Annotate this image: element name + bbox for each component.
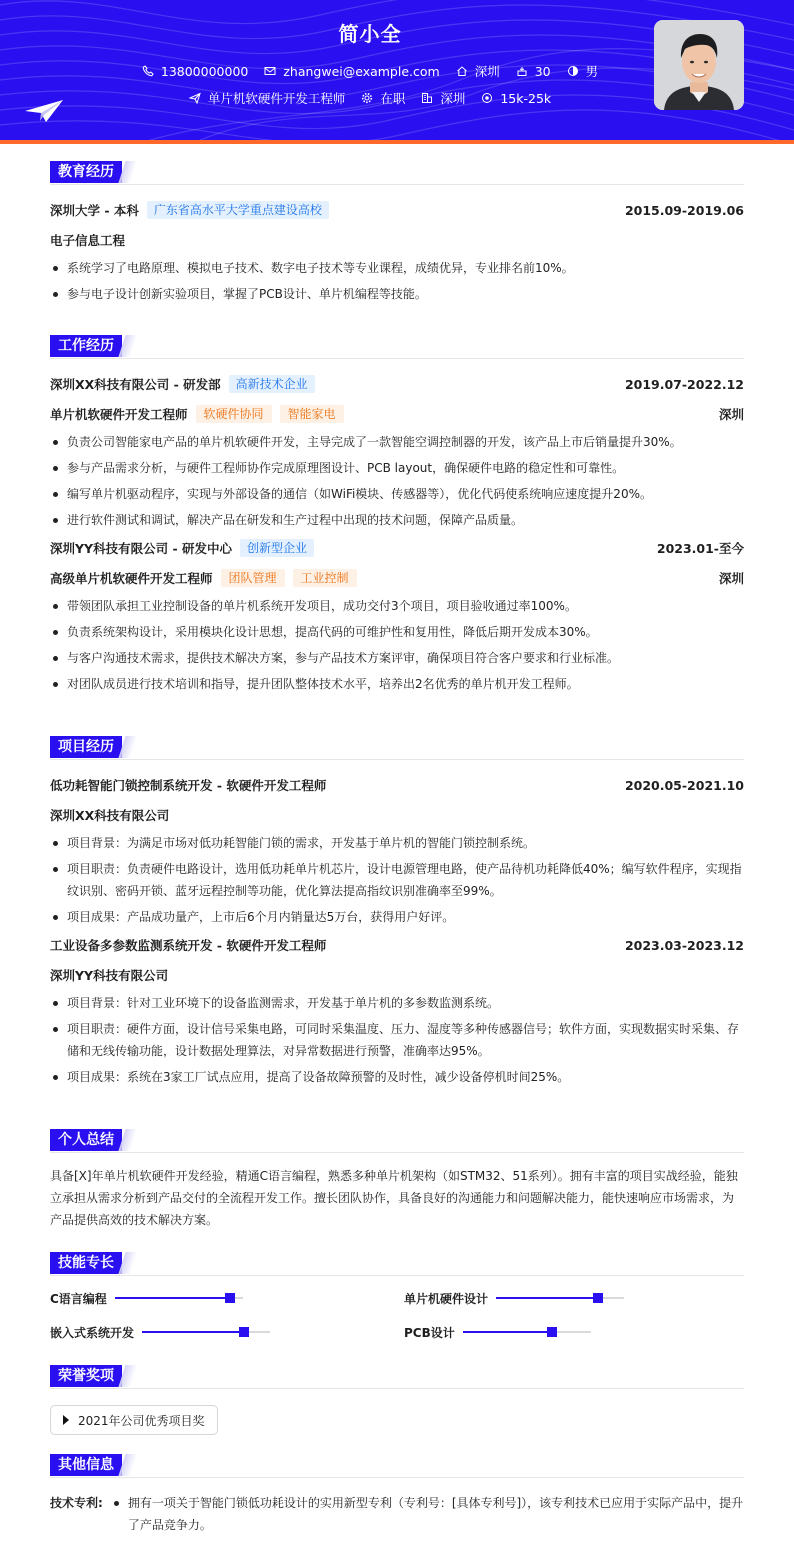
skill-name: 单片机硬件设计	[404, 1291, 489, 1306]
list-item: 项目职责：负责硬件电路设计，选用低功耗单片机芯片，设计电源管理电路，使产品待机功耗降低40%；编写软件程序，实现指纹识别、密码开锁、蓝牙远程控制等功能，优化算法提高指纹识别准确率至99%。	[50, 858, 744, 902]
company-name: 深圳YY科技有限公司 - 研发中心	[50, 541, 232, 556]
role-title: 单片机软硬件开发工程师	[50, 407, 188, 422]
skill-bar-knob	[593, 1293, 603, 1303]
company-tag: 高新技术企业	[229, 375, 315, 393]
job-period: 2023.01-至今	[656, 541, 744, 556]
settings-icon	[361, 92, 373, 104]
location-text: 深圳	[474, 64, 500, 79]
list-item: 项目职责：硬件方面，设计信号采集电路，可同时采集温度、压力、湿度等多种传感器信号；软件方面，实现数据实时采集、存储和无线传输功能，设计数据处理算法，对异常数据进行预警，准确率达95%。	[50, 1018, 744, 1062]
job-city: 深圳	[718, 407, 744, 422]
job-bullets	[50, 431, 744, 531]
skills-section	[50, 1252, 744, 1356]
project-name: 低功耗智能门锁控制系统开发 - 软硬件开发工程师	[50, 778, 327, 793]
list-item: 与客户沟通技术需求，提供技术解决方案，参与产品技术方案评审，确保项目符合客户要求和行业标准。	[50, 647, 744, 669]
list-item: 项目成果：系统在3家工厂试点应用，提高了设备故障预警的及时性，减少设备停机时间25%。	[50, 1066, 744, 1088]
job-period: 2019.07-2022.12	[624, 376, 744, 392]
school-tag: 广东省高水平大学重点建设高校	[147, 201, 329, 219]
skill-bar-knob	[547, 1327, 557, 1337]
project-company: 深圳YY科技有限公司	[50, 968, 169, 983]
salary-info	[481, 91, 551, 106]
gender-icon	[567, 65, 579, 77]
skill-bar-knob	[239, 1327, 249, 1337]
awards-section	[50, 1365, 744, 1435]
section-title: 工作经历	[50, 335, 122, 357]
section-title: 技能专长	[50, 1252, 122, 1274]
list-item: 项目成果：产品成功量产，上市后6个月内销量达5万台，获得用户好评。	[50, 906, 744, 928]
section-header	[50, 1129, 744, 1153]
list-item: 拥有一项关于智能门锁低功耗设计的实用新型专利（专利号：[具体专利号]），该专利技术已应用于实际产品中，提升了产品竞争力。	[111, 1492, 744, 1536]
section-header	[50, 736, 744, 760]
section-header	[50, 1252, 744, 1276]
list-item: 参与产品需求分析，与硬件工程师协作完成原理图设计、PCB layout，确保硬件电路的稳定性和可靠性。	[50, 457, 744, 479]
skills-grid	[50, 1286, 744, 1356]
skill-bar	[463, 1331, 591, 1333]
company-name: 深圳XX科技有限公司 - 研发部	[50, 377, 221, 392]
project-bullets	[50, 832, 744, 928]
gender-text: 男	[585, 64, 599, 79]
skill-tag: 智能家电	[280, 405, 344, 423]
role-row	[50, 569, 744, 587]
gender-info	[567, 62, 599, 80]
major: 电子信息工程	[50, 233, 126, 248]
project-company: 深圳XX科技有限公司	[50, 808, 170, 823]
phone-info	[142, 64, 248, 79]
skill-tag: 软硬件协同	[196, 405, 272, 423]
skill-bar-fill	[496, 1297, 598, 1299]
list-item: 进行软件测试和调试，解决产品在研发和生产过程中出现的技术问题，保障产品质量。	[50, 509, 744, 531]
send-icon	[189, 92, 201, 104]
project-period: 2020.05-2021.10	[624, 777, 744, 793]
skill-name: PCB设计	[404, 1325, 455, 1340]
email-info	[264, 64, 439, 79]
skill-item	[50, 1288, 243, 1308]
education-row	[50, 201, 744, 219]
project-period: 2023.03-2023.12	[624, 937, 744, 953]
education-bullets	[50, 257, 744, 305]
list-item: 系统学习了电路原理、模拟电子技术、数字电子技术等专业课程，成绩优异，专业排名前10%。	[50, 257, 744, 279]
header-accent-bar	[0, 140, 794, 144]
education-period: 2015.09-2019.06	[624, 202, 744, 218]
city-info	[421, 89, 465, 107]
status-text: 在职	[380, 91, 406, 106]
resume-header	[0, 0, 794, 140]
skill-bar-fill	[142, 1331, 244, 1333]
patent-label: 技术专利:	[50, 1496, 103, 1510]
project-row	[50, 936, 744, 954]
list-item: 项目背景：为满足市场对低功耗智能门锁的需求，开发基于单片机的智能门锁控制系统。	[50, 832, 744, 854]
section-title: 其他信息	[50, 1454, 122, 1476]
job-title-text: 单片机软硬件开发工程师	[207, 91, 346, 106]
list-item: 参与电子设计创新实验项目，掌握了PCB设计、单片机编程等技能。	[50, 283, 744, 305]
education-section	[50, 161, 744, 309]
list-item: 带领团队承担工业控制设备的单片机系统开发项目，成功交付3个项目，项目验收通过率100%。	[50, 595, 744, 617]
job-bullets	[50, 595, 744, 695]
job-row	[50, 539, 744, 557]
list-item: 项目背景：针对工业环境下的设备监测需求，开发基于单片机的多参数监测系统。	[50, 992, 744, 1014]
list-item: 负责公司智能家电产品的单片机软硬件开发，主导完成了一款智能空调控制器的开发，该产品上市后销量提升30%。	[50, 431, 744, 453]
role-row	[50, 405, 744, 423]
contact-row	[0, 62, 740, 80]
skill-item	[50, 1322, 270, 1342]
role-title: 高级单片机软硬件开发工程师	[50, 571, 213, 586]
cake-icon	[516, 65, 528, 77]
skill-name: 嵌入式系统开发	[50, 1325, 135, 1340]
section-title: 荣誉奖项	[50, 1365, 122, 1387]
other-section	[50, 1454, 744, 1540]
skill-item	[404, 1288, 624, 1308]
school-name: 深圳大学 - 本科	[50, 203, 139, 218]
skill-bar	[496, 1297, 624, 1299]
company-tag: 创新型企业	[240, 539, 314, 557]
summary-text: 具备[X]年单片机软硬件开发经验，精通C语言编程，熟悉多种单片机架构（如STM32、51系列）。拥有丰富的项目实战经验，能独立承担从需求分析到产品交付的全流程开发工作。擅长团队协作，具备良好的沟通能力和问题解决能力，能快速响应市场需求，为产品提供高效的技术解决方案。	[50, 1169, 738, 1227]
candidate-name: 简小全	[338, 22, 402, 46]
list-item: 对团队成员进行技术培训和指导，提升团队整体技术水平，培养出2名优秀的单片机开发工程师。	[50, 673, 744, 695]
skill-tag: 团队管理	[221, 569, 285, 587]
patent-row	[50, 1492, 744, 1540]
award-text: 2021年公司优秀项目奖	[78, 1413, 205, 1428]
coin-icon	[481, 92, 493, 104]
avatar-portrait	[654, 20, 744, 110]
home-icon	[456, 65, 468, 77]
age-text: 30	[534, 63, 551, 79]
summary-section	[50, 1129, 744, 1231]
phone-icon	[142, 65, 154, 77]
skill-bar-knob	[225, 1293, 235, 1303]
section-header	[50, 161, 744, 185]
city-text: 深圳	[440, 91, 466, 106]
section-title: 个人总结	[50, 1129, 122, 1151]
project-company-row	[50, 966, 744, 984]
skill-bar	[115, 1297, 243, 1299]
email-text: zhangwei@example.com	[283, 63, 440, 79]
major-row	[50, 231, 744, 249]
section-header	[50, 335, 744, 359]
skill-name: C语言编程	[50, 1291, 107, 1306]
section-header	[50, 1454, 744, 1478]
status-info	[361, 89, 405, 107]
skill-bar-fill	[115, 1297, 230, 1299]
triangle-right-icon	[63, 1415, 69, 1425]
projects-section	[50, 736, 744, 1092]
job-row	[50, 375, 744, 393]
skill-tag: 工业控制	[293, 569, 357, 587]
work-section	[50, 335, 744, 699]
project-row	[50, 776, 744, 794]
section-title: 教育经历	[50, 161, 122, 183]
project-name: 工业设备多参数监测系统开发 - 软硬件开发工程师	[50, 938, 327, 953]
job-city: 深圳	[718, 571, 744, 586]
job-info-row	[0, 89, 740, 107]
list-item: 编写单片机驱动程序，实现与外部设备的通信（如WiFi模块、传感器等），优化代码使系统响应速度提升20%。	[50, 483, 744, 505]
building-icon	[421, 92, 433, 104]
list-item: 负责系统架构设计，采用模块化设计思想，提高代码的可维护性和复用性，降低后期开发成本30%。	[50, 621, 744, 643]
paper-plane-icon	[24, 99, 64, 125]
section-title: 项目经历	[50, 736, 122, 758]
mail-icon	[264, 65, 276, 77]
project-bullets	[50, 992, 744, 1088]
salary-text: 15k-25k	[500, 90, 552, 106]
phone-text: 13800000000	[160, 63, 249, 79]
award-badge	[50, 1405, 218, 1435]
job-title-info	[189, 89, 346, 107]
project-company-row	[50, 806, 744, 824]
skill-bar	[142, 1331, 270, 1333]
skill-bar-fill	[463, 1331, 553, 1333]
section-header	[50, 1365, 744, 1389]
age-info	[516, 64, 551, 79]
patent-bullets	[111, 1492, 744, 1540]
avatar	[654, 20, 744, 110]
location-info	[456, 62, 500, 80]
skill-item	[404, 1322, 591, 1342]
